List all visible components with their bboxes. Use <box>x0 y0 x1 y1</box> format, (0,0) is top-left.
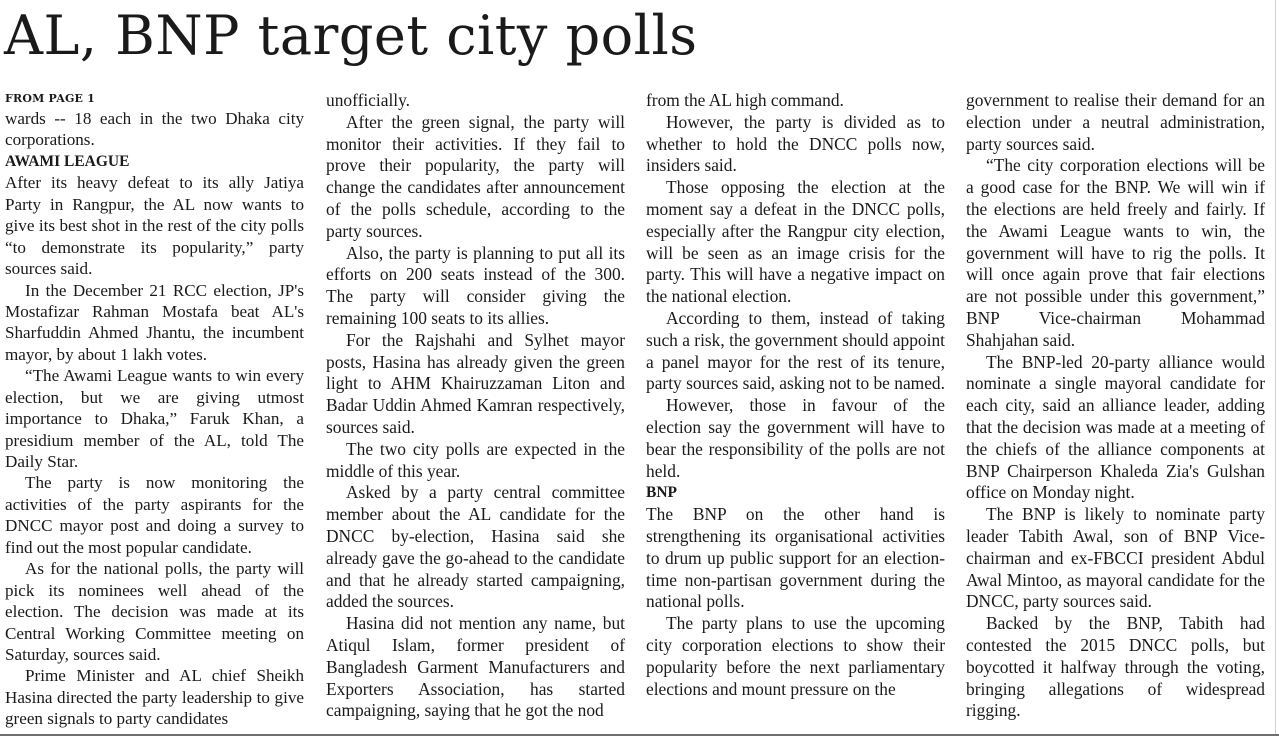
paragraph: “The city corporation elections will be a good case for the BNP. We will win if the elections are held freely and fairly. If the Awami League wants to win, the government will have to rig the polls. It will once again prove that fair elections are not possible under this government,” BNP Vice-chairman Mohammad Shahjahan said. <box>966 155 1265 350</box>
article-column-1 <box>5 90 304 730</box>
paragraph: The BNP is likely to nominate party leader Tabith Awal, son of BNP Vice-chairman and ex-FBCCI president Abdul Awal Mintoo, as mayoral candidate for the DNCC, party sources said. <box>966 504 1265 612</box>
paragraph: Prime Minister and AL chief Sheikh Hasina directed the party leadership to give green signals to party candidates <box>5 666 304 729</box>
paragraph: However, the party is divided as to whether to hold the DNCC polls now, insiders said. <box>646 111 945 176</box>
paragraph: As for the national polls, the party will pick its nominees well ahead of the election. The decision was made at its Central Working Committee meeting on Saturday, sources said. <box>5 559 304 664</box>
article-column-3 <box>646 90 945 700</box>
paragraph: According to them, instead of taking such a risk, the government should appoint a panel mayor for the rest of its tenure, party sources said, asking not to be named. <box>646 307 945 394</box>
paragraph: from the AL high command. <box>646 90 844 110</box>
headline: AL, BNP target city polls <box>4 4 698 67</box>
bottom-rule-divider <box>0 734 1279 736</box>
paragraph: The party is now monitoring the activities of the party aspirants for the DNCC mayor post and doing a survey to find out the most popular candidate. <box>5 473 304 557</box>
paragraph: The BNP on the other hand is strengthening its organisational activities to drum up public support for an election-time non-partisan government during the national polls. <box>646 504 945 612</box>
paragraph: The party plans to use the upcoming city corporation elections to show their popularity before the next parliamentary elections and mount pressure on the <box>646 613 945 699</box>
section-subhead: AWAMI LEAGUE <box>5 152 130 170</box>
paragraph: After its heavy defeat to its ally Jatiya Party in Rangpur, the AL now wants to give its best shot in the rest of the city polls “to demonstrate its popularity,” party sources said. <box>5 173 304 279</box>
paragraph: government to realise their demand for an election under a neutral administration, party sources said. <box>966 90 1265 154</box>
paragraph: wards -- 18 each in the two Dhaka city corporations. <box>5 109 304 150</box>
paragraph: In the December 21 RCC election, JP's Mostafizar Rahman Mostafa beat AL's Sharfuddin Ahmed Jhantu, the incumbent mayor, by about 1 lakh votes. <box>5 280 304 364</box>
paragraph: Backed by the BNP, Tabith had contested the 2015 DNCC polls, but boycotted it halfway through the voting, bringing allegations of widespread rigging. <box>966 613 1265 721</box>
paragraph: Asked by a party central committee member about the AL candidate for the DNCC by-election, Hasina said she already gave the go-ahead to the candidate and that he already started campaigning, added the sources. <box>326 482 625 612</box>
paragraph: The two city polls are expected in the middle of this year. <box>326 438 625 481</box>
page-edge-divider <box>1275 0 1276 735</box>
paragraph: “The Awami League wants to win every election, but we are giving utmost importance to Dhaka,” Faruk Khan, a presidium member of the AL, told The Daily Star. <box>5 366 304 471</box>
article-column-4 <box>966 90 1265 722</box>
paragraph: unofficially. <box>326 90 411 110</box>
paragraph: After the green signal, the party will monitor their activities. If they fail to prove their popularity, the party will change the candidates after announcement of the polls schedule, according to the party sources. <box>326 111 625 241</box>
paragraph: However, those in favour of the election say the government will have to bear the responsibility of the polls are not held. <box>646 395 945 481</box>
paragraph: Hasina did not mention any name, but Atiqul Islam, former president of Bangladesh Garment Manufacturers and Exporters Association, has started campaigning, saying that he got the nod <box>326 613 625 721</box>
section-subhead: BNP <box>646 484 677 502</box>
paragraph: Those opposing the election at the moment say a defeat in the DNCC polls, especially after the Rangpur city election, will be seen as an image crisis for the party. This will have a negative impact on the national election. <box>646 177 945 307</box>
article-column-2 <box>326 90 625 722</box>
paragraph: For the Rajshahi and Sylhet mayor posts, Hasina has already given the green light to AHM Khairuzzaman Liton and Badar Uddin Ahmed Kamran respectively, sources said. <box>326 329 625 437</box>
paragraph: The BNP-led 20-party alliance would nominate a single mayoral candidate for each city, said an alliance leader, adding that the decision was made at a meeting of the chiefs of the alliance components at BNP Chairperson Khaleda Zia's Gulshan office on Monday night. <box>966 351 1265 503</box>
continuation-label: FROM PAGE 1 <box>5 92 96 105</box>
paragraph: Also, the party is planning to put all its efforts on 200 seats instead of the 300. The party will consider giving the remaining 100 seats to its allies. <box>326 242 625 328</box>
